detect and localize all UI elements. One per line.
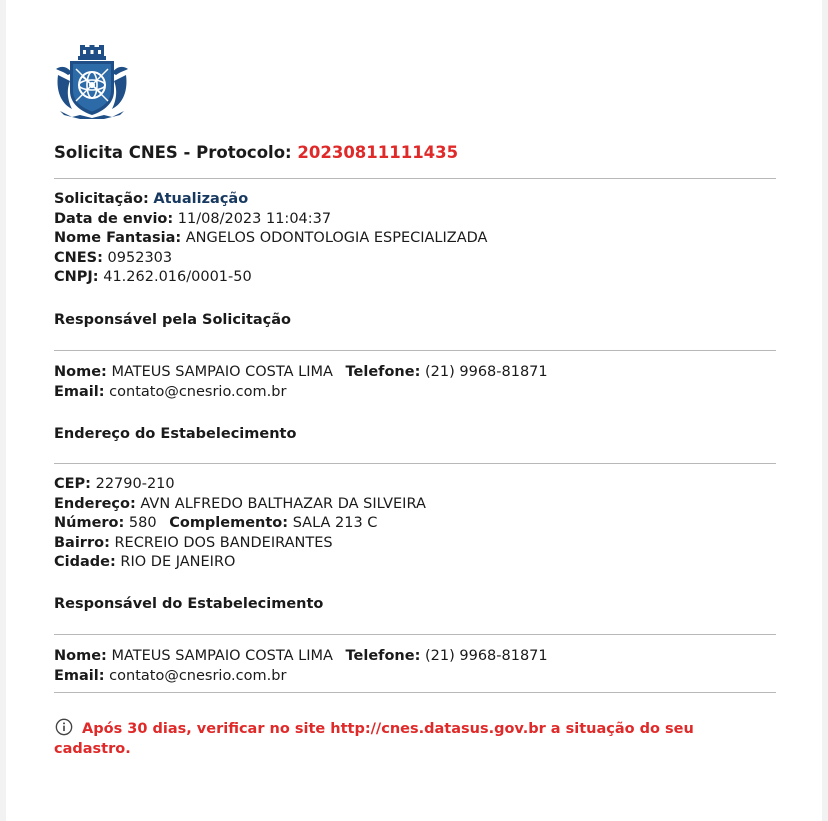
nome-fantasia-row <box>54 229 487 249</box>
request-info <box>54 190 487 288</box>
section-heading-responsavel-estabelecimento: Responsável do Estabelecimento <box>54 596 324 612</box>
notice <box>54 718 754 759</box>
nome-value: MATEUS SAMPAIO COSTA LIMA <box>111 364 333 380</box>
notice-text: Após 30 dias, verificar no site http://cnes.datasus.gov.br a situação do seu cadastro. <box>54 721 694 757</box>
divider <box>54 463 776 464</box>
cidade-value: RIO DE JANEIRO <box>120 554 236 571</box>
telefone-label: Telefone: <box>345 648 421 664</box>
bairro-label: Bairro: <box>54 534 110 551</box>
numero-label: Número: <box>54 515 125 532</box>
bairro-row <box>54 534 426 554</box>
endereco-label: Endereço: <box>54 495 136 512</box>
divider <box>54 178 776 179</box>
email-label: Email: <box>54 383 105 400</box>
email-page <box>6 0 822 821</box>
section-heading-responsavel-solicitacao: Responsável pela Solicitação <box>54 312 291 328</box>
cnpj-label: CNPJ: <box>54 269 99 286</box>
cnes-value: 0952303 <box>107 249 173 266</box>
telefone-label: Telefone: <box>345 364 421 380</box>
solicitacao-label: Solicitação: <box>54 191 149 207</box>
nome-fantasia-label: Nome Fantasia: <box>54 230 182 247</box>
endereco-value: AVN ALFREDO BALTHAZAR DA SILVEIRA <box>140 495 426 512</box>
email-row <box>54 383 548 403</box>
cnpj-row <box>54 268 487 288</box>
email-value[interactable]: contato@cnesrio.com.br <box>109 667 287 684</box>
email-value[interactable]: contato@cnesrio.com.br <box>109 383 287 400</box>
responsavel-solicitacao-info <box>54 363 548 402</box>
protocol-number: 20230811111435 <box>297 143 459 162</box>
cidade-row <box>54 553 426 573</box>
endereco-info <box>54 475 426 573</box>
solicitacao-value: Atualização <box>153 191 249 207</box>
divider <box>54 692 776 693</box>
nome-telefone-row <box>54 363 548 383</box>
endereco-row <box>54 495 426 515</box>
cnes-label: CNES: <box>54 249 103 266</box>
cnes-row <box>54 249 487 269</box>
email-label: Email: <box>54 667 105 684</box>
nome-value: MATEUS SAMPAIO COSTA LIMA <box>111 648 333 664</box>
complemento-value: SALA 213 C <box>292 515 378 532</box>
section-heading-endereco: Endereço do Estabelecimento <box>54 426 297 442</box>
title-label: Solicita CNES - Protocolo: <box>54 143 292 162</box>
data-envio-row <box>54 210 487 230</box>
telefone-value: (21) 9968-81871 <box>425 648 548 664</box>
numero-value: 580 <box>128 515 157 532</box>
telefone-value: (21) 9968-81871 <box>425 364 548 380</box>
cnpj-value: 41.262.016/0001-50 <box>103 269 252 286</box>
email-title <box>54 143 458 163</box>
cep-value: 22790-210 <box>95 476 175 492</box>
cidade-label: Cidade: <box>54 554 116 571</box>
complemento-label: Complemento: <box>169 515 289 532</box>
cep-label: CEP: <box>54 476 91 492</box>
divider <box>54 350 776 351</box>
responsavel-estabelecimento-info <box>54 647 548 686</box>
bairro-value: RECREIO DOS BANDEIRANTES <box>114 534 333 551</box>
rio-de-janeiro-coat-of-arms-icon <box>54 45 130 119</box>
data-envio-value: 11/08/2023 11:04:37 <box>177 210 332 227</box>
cep-row <box>54 475 426 495</box>
nome-fantasia-value: ANGELOS ODONTOLOGIA ESPECIALIZADA <box>185 230 488 247</box>
email-row <box>54 667 548 687</box>
numero-complemento-row <box>54 514 426 534</box>
nome-telefone-row <box>54 647 548 667</box>
divider <box>54 634 776 635</box>
data-envio-label: Data de envio: <box>54 210 174 227</box>
nome-label: Nome: <box>54 364 107 380</box>
nome-label: Nome: <box>54 648 107 664</box>
info-circle-icon <box>54 718 76 736</box>
solicitacao-row <box>54 190 487 210</box>
